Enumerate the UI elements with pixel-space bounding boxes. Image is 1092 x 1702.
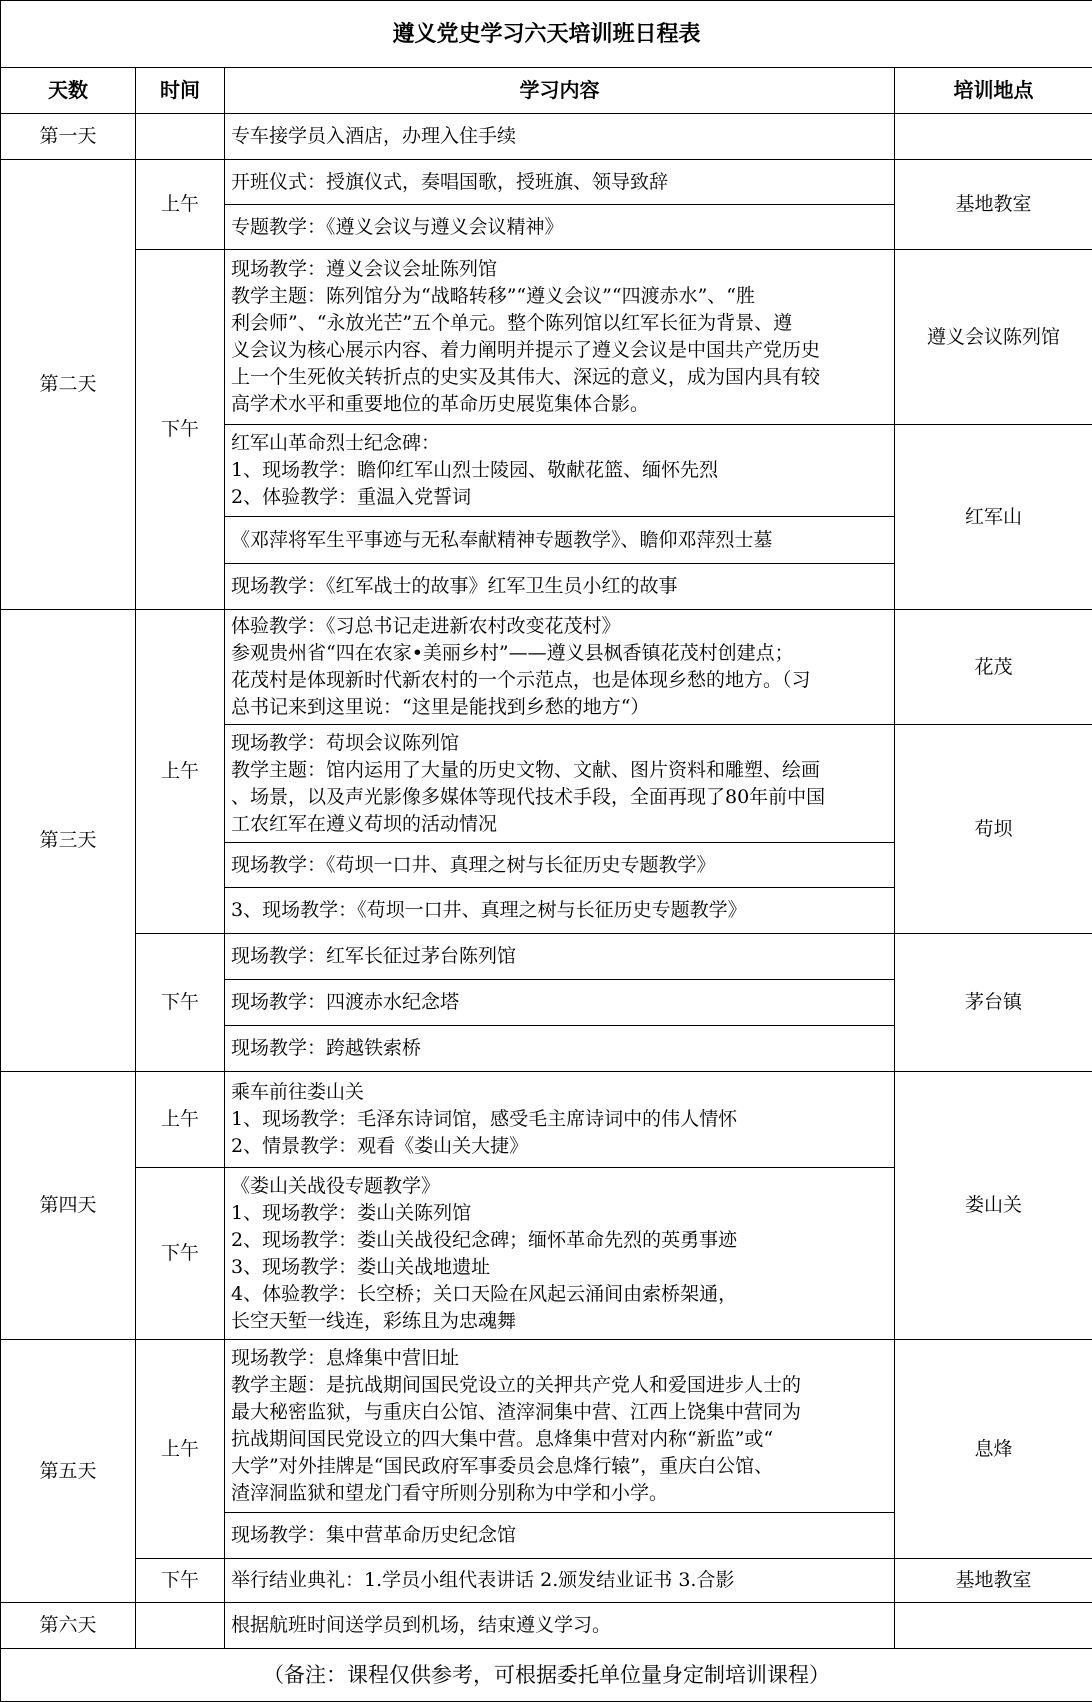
day-2-morning: 上午	[136, 160, 225, 250]
day-2-afternoon: 下午	[136, 250, 225, 610]
content-line: 渣滓洞监狱和望龙门看守所则分别称为中学和小学。	[231, 1480, 888, 1507]
day-2-pm-location-1: 遵义会议陈列馆	[895, 250, 1092, 425]
content-line: 1、现场教学：娄山关陈列馆	[231, 1200, 888, 1227]
day-2-pm-location-2: 红军山	[895, 425, 1092, 610]
content-line: 参观贵州省“四在农家•美丽乡村”——遵义县枫香镇花茂村创建点；	[231, 640, 888, 667]
content-line: 2、情景教学：观看《娄山关大捷》	[231, 1133, 888, 1160]
day-3-am-location-1: 花茂	[895, 610, 1092, 725]
content-line: 3、现场教学：《苟坝一口井、真理之树与长征历史专题教学》	[231, 897, 888, 924]
page-title: 遵义党史学习六天培训班日程表	[1, 1, 1092, 68]
footer-note: （备注：课程仅供参考，可根据委托单位量身定制培训课程）	[1, 1649, 1092, 1702]
day-2-pm-content-3	[225, 517, 895, 564]
day-5-morning: 上午	[136, 1340, 225, 1559]
day-3-am-content-2	[225, 725, 895, 843]
day-6-content	[225, 1603, 895, 1649]
day-3-am-location-2: 苟坝	[895, 725, 1092, 934]
day-4-morning: 上午	[136, 1072, 225, 1168]
content-line: 现场教学：《苟坝一口井、真理之树与长征历史专题教学》	[231, 852, 888, 879]
day-2-am-location: 基地教室	[895, 160, 1092, 250]
content-line: 教学主题：是抗战期间国民党设立的关押共产党人和爱国进步人士的	[231, 1372, 888, 1399]
day-3-am-content-3	[225, 843, 895, 888]
content-line: 总书记来到这里说：“这里是能找到乡愁的地方“）	[231, 694, 888, 721]
content-line: 举行结业典礼：1.学员小组代表讲话 2.颁发结业证书 3.合影	[231, 1567, 888, 1594]
day-5-am-content-1	[225, 1340, 895, 1513]
content-line: 开班仪式：授旗仪式，奏唱国歌，授班旗、领导致辞	[231, 169, 888, 196]
day-3-pm-content-2	[225, 980, 895, 1026]
day-6-location-cell	[895, 1603, 1092, 1649]
day-1-time-cell	[136, 114, 225, 160]
content-line: 上一个生死攸关转折点的史实及其伟大、深远的意义，成为国内具有较	[231, 364, 888, 391]
day-3-pm-content-3	[225, 1026, 895, 1072]
content-line: 现场教学：集中营革命历史纪念馆	[231, 1522, 888, 1549]
content-line: 现场教学：红军长征过茅台陈列馆	[231, 943, 888, 970]
day-5-label: 第五天	[1, 1340, 136, 1603]
content-line: 乘车前往娄山关	[231, 1079, 888, 1106]
day-3-pm-location: 茅台镇	[895, 934, 1092, 1072]
day-4-label: 第四天	[1, 1072, 136, 1340]
day-4-pm-content	[225, 1168, 895, 1340]
content-line: 工农红军在遵义苟坝的活动情况	[231, 811, 888, 838]
header-location: 培训地点	[895, 68, 1092, 114]
content-line: 《邓萍将军生平事迹与无私奉献精神专题教学》、瞻仰邓萍烈士墓	[231, 527, 888, 554]
day-1-content	[225, 114, 895, 160]
content-line: 利会师”、“永放光芒”五个单元。整个陈列馆以红军长征为背景、遵	[231, 310, 888, 337]
content-line: 体验教学：《习总书记走进新农村改变花茂村》	[231, 613, 888, 640]
day-3-label: 第三天	[1, 610, 136, 1072]
day-2-am-content-2	[225, 205, 895, 250]
content-line: 现场教学：四渡赤水纪念塔	[231, 989, 888, 1016]
header-day: 天数	[1, 68, 136, 114]
day-2-label: 第二天	[1, 160, 136, 610]
day-3-morning: 上午	[136, 610, 225, 934]
content-line: 、场景，以及声光影像多媒体等现代技术手段，全面再现了80年前中国	[231, 784, 888, 811]
content-line: 义会议为核心展示内容、着力阐明并提示了遵义会议是中国共产党历史	[231, 337, 888, 364]
header-time: 时间	[136, 68, 225, 114]
day-2-pm-content-1	[225, 250, 895, 425]
content-line: 现场教学：遵义会议会址陈列馆	[231, 256, 888, 283]
content-line: 大学”对外挂牌是“国民政府军事委员会息烽行辕”，重庆白公馆、	[231, 1453, 888, 1480]
content-line: 专题教学：《遵义会议与遵义会议精神》	[231, 214, 888, 241]
content-line: 长空天堑一线连，彩练且为忠魂舞	[231, 1308, 888, 1335]
day-5-pm-content	[225, 1559, 895, 1603]
day-3-am-content-1	[225, 610, 895, 725]
day-6-label: 第六天	[1, 1603, 136, 1649]
content-line: 3、现场教学：娄山关战地遗址	[231, 1254, 888, 1281]
day-3-afternoon: 下午	[136, 934, 225, 1072]
content-line: 抗战期间国民党设立的四大集中营。息烽集中营对内称“新监”或“	[231, 1426, 888, 1453]
content-line: 2、体验教学：重温入党誓词	[231, 484, 888, 511]
content-line: 2、现场教学：娄山关战役纪念碑；缅怀革命先烈的英勇事迹	[231, 1227, 888, 1254]
day-2-pm-content-4	[225, 564, 895, 610]
content-line: 花茂村是体现新时代新农村的一个示范点，也是体现乡愁的地方。（习	[231, 667, 888, 694]
day-3-pm-content-1	[225, 934, 895, 980]
day-5-am-content-2	[225, 1513, 895, 1559]
day-4-afternoon: 下午	[136, 1168, 225, 1340]
day-2-am-content-1	[225, 160, 895, 205]
day-1-location-cell	[895, 114, 1092, 160]
day-3-am-content-4	[225, 888, 895, 934]
content-line: 根据航班时间送学员到机场，结束遵义学习。	[231, 1612, 888, 1639]
day-6-time-cell	[136, 1603, 225, 1649]
content-line: 4、体验教学：长空桥；关口天险在风起云涌间由索桥架通，	[231, 1281, 888, 1308]
day-5-afternoon: 下午	[136, 1559, 225, 1603]
content-line: 教学主题：陈列馆分为“战略转移”“遵义会议”“四渡赤水”、“胜	[231, 283, 888, 310]
content-line: 1、现场教学：毛泽东诗词馆，感受毛主席诗词中的伟人情怀	[231, 1106, 888, 1133]
day-5-pm-location: 基地教室	[895, 1559, 1092, 1603]
content-line: 最大秘密监狱，与重庆白公馆、渣滓洞集中营、江西上饶集中营同为	[231, 1399, 888, 1426]
content-line: 《娄山关战役专题教学》	[231, 1173, 888, 1200]
content-line: 教学主题：馆内运用了大量的历史文物、文献、图片资料和雕塑、绘画	[231, 757, 888, 784]
content-line: 高学术水平和重要地位的革命历史展览集体合影。	[231, 391, 888, 418]
content-line: 红军山革命烈士纪念碑：	[231, 430, 888, 457]
day-1-label: 第一天	[1, 114, 136, 160]
day-4-am-content	[225, 1072, 895, 1168]
header-content: 学习内容	[225, 68, 895, 114]
day-4-location: 娄山关	[895, 1072, 1092, 1340]
content-line: 现场教学：息烽集中营旧址	[231, 1345, 888, 1372]
content-line: 现场教学：《红军战士的故事》红军卫生员小红的故事	[231, 573, 888, 600]
content-line: 现场教学：跨越铁索桥	[231, 1035, 888, 1062]
content-line: 1、现场教学：瞻仰红军山烈士陵园、敬献花篮、缅怀先烈	[231, 457, 888, 484]
day-2-pm-content-2	[225, 425, 895, 517]
content-line: 现场教学：苟坝会议陈列馆	[231, 730, 888, 757]
day-5-am-location: 息烽	[895, 1340, 1092, 1559]
content-line: 专车接学员入酒店，办理入住手续	[231, 123, 888, 150]
